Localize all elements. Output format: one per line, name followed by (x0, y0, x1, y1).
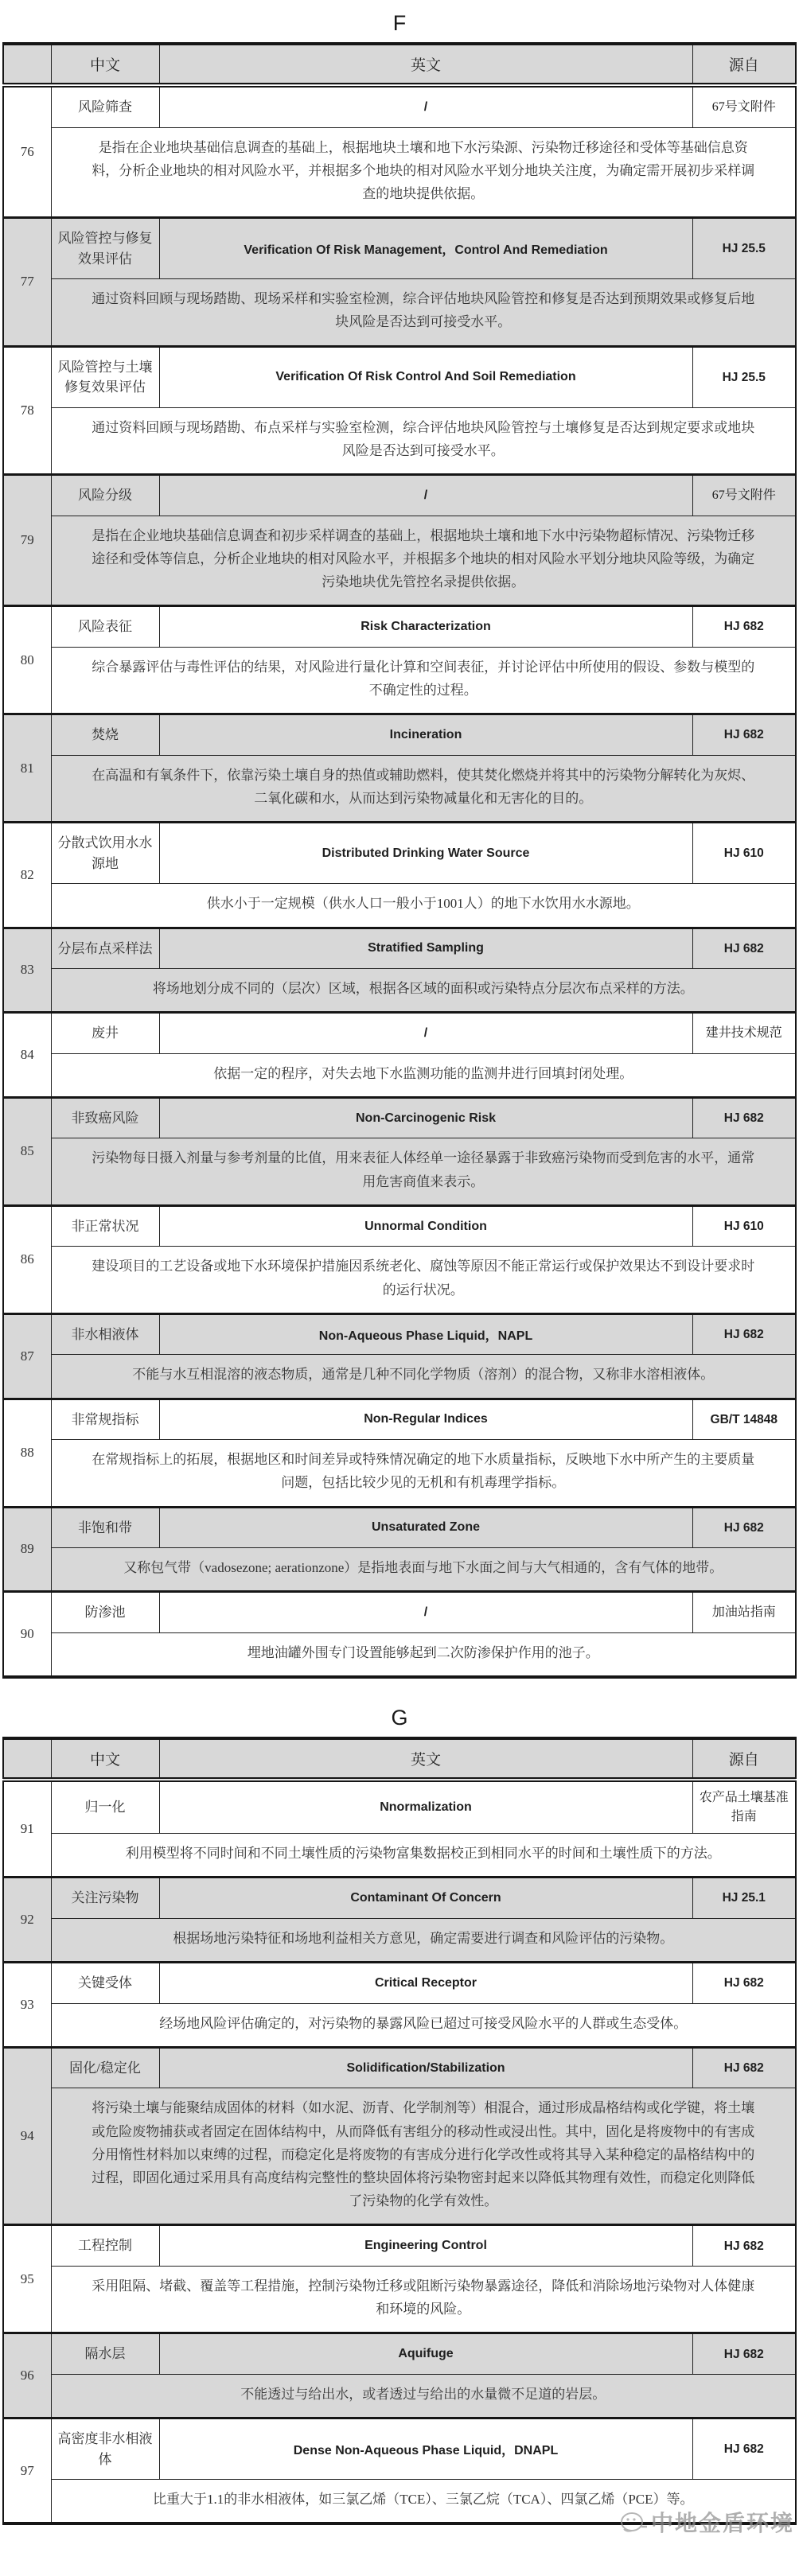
definition-row (3, 1355, 796, 1399)
term-english: Non-Regular Indices (159, 1399, 692, 1440)
glossary-entry-82 (3, 823, 796, 928)
entry-number: 92 (3, 1878, 51, 1963)
definition-row (3, 1918, 796, 1962)
term-source: HJ 682 (692, 714, 796, 756)
glossary-entry-93 (3, 1963, 796, 2048)
term-definition: 将场地划分成不同的（层次）区域，根据各区域的面积或污染特点分层次布点采样的方法。 (152, 981, 694, 997)
entry-number: 88 (3, 1399, 51, 1507)
table-header (3, 44, 796, 85)
definition-row (3, 647, 796, 714)
term-source (692, 1013, 796, 1054)
definition-row (3, 2480, 796, 2524)
definition-row (3, 1138, 796, 1205)
column-header-en: 英文 (159, 44, 692, 85)
term-chinese: 风险分级 (51, 475, 159, 516)
entry-number: 86 (3, 1205, 51, 1313)
term-english: Nnormalization (159, 1780, 692, 1834)
entry-number: 78 (3, 346, 51, 474)
term-row (3, 2418, 796, 2480)
column-header-number (3, 1738, 51, 1780)
definition-row (3, 1834, 796, 1878)
term-source: HJ 682 (692, 1507, 796, 1548)
entry-number: 85 (3, 1097, 51, 1205)
glossary-entry-97 (3, 2418, 796, 2524)
term-english: Contaminant Of Concern (159, 1878, 692, 1919)
entry-number: 81 (3, 714, 51, 823)
entry-number: 90 (3, 1592, 51, 1677)
term-source: HJ 682 (692, 1963, 796, 2004)
term-english: Engineering Control (159, 2225, 692, 2267)
definition-row (3, 407, 796, 474)
entry-number: 97 (3, 2418, 51, 2524)
term-source: HJ 682 (692, 2047, 796, 2088)
term-chinese: 非正常状况 (51, 1205, 159, 1247)
glossary-table-g (2, 1737, 797, 2525)
term-source: HJ 25.5 (692, 218, 796, 279)
glossary-entry-88 (3, 1399, 796, 1507)
term-definition: 在常规指标上的拓展，根据地区和时间差异或特殊情况确定的地下水质量指标，反映地下水中所产生的主要质量问题，包括比较少见的无机和有机毒理学指标。 (92, 1452, 755, 1491)
term-chinese: 关键受体 (51, 1963, 159, 2004)
term-chinese: 风险管控与土壤修复效果评估 (51, 346, 159, 407)
table-section-g (0, 1706, 799, 2537)
glossary-entry-91 (3, 1780, 796, 1878)
term-chinese: 固化/稳定化 (51, 2047, 159, 2088)
table-section-f (0, 11, 799, 1679)
term-english: Incineration (159, 714, 692, 756)
glossary-entry-83 (3, 928, 796, 1013)
term-source (692, 475, 796, 516)
entry-number: 96 (3, 2333, 51, 2418)
term-definition: 污染物每日摄入剂量与参考剂量的比值，用来表征人体经单一途径暴露于非致癌污染物而受到危害的水平，通常用危害商值来表示。 (92, 1150, 755, 1189)
entry-number: 87 (3, 1313, 51, 1399)
glossary-entry-90 (3, 1592, 796, 1677)
term-chinese: 隔水层 (51, 2333, 159, 2375)
term-source: HJ 610 (692, 1205, 796, 1247)
term-source: HJ 682 (692, 2225, 796, 2267)
term-row (3, 1592, 796, 1633)
term-definition: 通过资料回顾与现场踏勘、现场采样和实验室检测，综合评估地块风险管控和修复是否达到预期效果或修复后地块风险是否达到可接受水平。 (92, 291, 755, 330)
term-definition: 在高温和有氧条件下，依靠污染土壤自身的热值或辅助燃料，使其焚化燃烧并将其中的污染物分解转化为灰烬、二氧化碳和水，从而达到污染物减量化和无害化的目的。 (92, 767, 755, 807)
term-chinese: 关注污染物 (51, 1878, 159, 1919)
term-english: Risk Characterization (159, 606, 692, 648)
definition-row (3, 279, 796, 346)
entry-number: 76 (3, 85, 51, 218)
definition-row (3, 1548, 796, 1592)
term-row (3, 1878, 796, 1919)
term-english: Distributed Drinking Water Source (159, 823, 692, 884)
term-row (3, 2047, 796, 2088)
definition-row (3, 2003, 796, 2047)
entry-number: 93 (3, 1963, 51, 2048)
term-definition: 埋地油罐外围专门设置能够起到二次防渗保护作用的池子。 (247, 1644, 599, 1660)
entry-number: 82 (3, 823, 51, 928)
column-header-src: 源自 (692, 1738, 796, 1780)
entry-number: 95 (3, 2225, 51, 2333)
term-english: / (159, 1592, 692, 1633)
glossary-entry-89 (3, 1507, 796, 1592)
definition-row (3, 884, 796, 928)
term-row (3, 475, 796, 516)
entry-number: 89 (3, 1507, 51, 1592)
term-row (3, 1399, 796, 1440)
glossary-entry-77 (3, 218, 796, 346)
term-source: HJ 682 (692, 1097, 796, 1138)
column-header-zh: 中文 (51, 1738, 159, 1780)
definition-row (3, 969, 796, 1013)
term-chinese: 焚烧 (51, 714, 159, 756)
term-english: Verification Of Risk Management，Control And Remediation (159, 218, 692, 279)
glossary-table-f (2, 42, 797, 1679)
term-definition: 是指在企业地块基础信息调查的基础上，根据地块土壤和地下水污染源、污染物迁移途径和受体等基础信息资料，分析企业地块的相对风险水平，并根据多个地块的相对风险水平划分地块关注度，为确定需开展初步采样调查的地块提供依据。 (92, 139, 755, 201)
term-source (692, 85, 796, 127)
term-source-text: 建井技术规范 (705, 1026, 782, 1040)
term-source: HJ 610 (692, 823, 796, 884)
term-definition: 不能透过与给出水，或者透过与给出的水量微不足道的岩层。 (240, 2386, 606, 2402)
term-row (3, 218, 796, 279)
glossary-entry-92 (3, 1878, 796, 1963)
term-chinese: 风险表征 (51, 606, 159, 648)
term-source: HJ 682 (692, 1313, 796, 1355)
term-definition: 采用阻隔、堵截、覆盖等工程措施，控制污染物迁移或阻断污染物暴露途径，降低和消除场地污染物对人体健康和环境的风险。 (92, 2278, 755, 2317)
watermark-text: 中地金盾环境 (650, 2512, 794, 2537)
definition-row (3, 2266, 796, 2333)
term-chinese: 废井 (51, 1013, 159, 1054)
term-chinese: 高密度非水相液体 (51, 2418, 159, 2480)
term-definition: 将污染土壤与能聚结成固体的材料（如水泥、沥青、化学制剂等）相混合，通过形成晶格结构或化学键，将土壤或危险废物捕获或者固定在固体结构中，从而降低有害组分的移动性或浸出性。其中，固化是将废物中的有害成分用惰性材料加以束缚的过程，而稳定化是将废物的有害成分进行化学改性或将其导入某种稳定的晶格结构中的过程，即固化通过采用具有高度结构完整性的整块固体将污染物密封起来以降低其物理有效性，而稳定化则降低了污染物的化学有效性。 (92, 2100, 755, 2209)
term-chinese: 非水相液体 (51, 1313, 159, 1355)
entry-number: 84 (3, 1013, 51, 1098)
definition-row (3, 516, 796, 606)
term-english: Aquifuge (159, 2333, 692, 2375)
term-row (3, 2333, 796, 2375)
glossary-entry-96 (3, 2333, 796, 2418)
column-header-en: 英文 (159, 1738, 692, 1780)
term-chinese: 分层布点采样法 (51, 928, 159, 969)
term-definition: 综合暴露评估与毒性评估的结果，对风险进行量化计算和空间表征，并讨论评估中所使用的假设、参数与模型的不确定性的过程。 (92, 659, 755, 698)
term-english: / (159, 475, 692, 516)
term-english: / (159, 85, 692, 127)
term-chinese: 分散式饮用水水源地 (51, 823, 159, 884)
term-source (692, 1592, 796, 1633)
entry-number: 79 (3, 475, 51, 606)
term-english: Non-Aqueous Phase Liquid，NAPL (159, 1313, 692, 1355)
glossary-entry-80 (3, 606, 796, 714)
definition-row (3, 755, 796, 822)
term-english: Verification Of Risk Control And Soil Remediation (159, 346, 692, 407)
term-row (3, 346, 796, 407)
term-chinese: 非常规指标 (51, 1399, 159, 1440)
term-english: Stratified Sampling (159, 928, 692, 969)
term-definition: 比重大于1.1的非水相液体，如三氯乙烯（TCE）、三氯乙烷（TCA）、四氯乙烯（PCE）等。 (152, 2492, 694, 2508)
term-english: Solidification/Stabilization (159, 2047, 692, 2088)
term-definition: 供水小于一定规模（供水人口一般小于1001人）的地下水饮用水水源地。 (206, 896, 640, 912)
term-english: Critical Receptor (159, 1963, 692, 2004)
term-row (3, 1313, 796, 1355)
definition-row (3, 2088, 796, 2225)
term-source: HJ 682 (692, 2418, 796, 2480)
term-chinese: 非饱和带 (51, 1507, 159, 1548)
term-row (3, 85, 796, 127)
term-definition: 经场地风险评估确定的，对污染物的暴露风险已超过可接受风险水平的人群或生态受体。 (159, 2015, 688, 2031)
term-row (3, 714, 796, 756)
term-definition: 利用模型将不同时间和不同土壤性质的污染物富集数据校正到相同水平的时间和土壤性质下的方法。 (125, 1846, 721, 1862)
entry-number: 77 (3, 218, 51, 346)
term-definition: 建设项目的工艺设备或地下水环境保护措施因系统老化、腐蚀等原因不能正常运行或保护效果达不到设计要求时的运行状况。 (92, 1259, 755, 1298)
column-header-src: 源自 (692, 44, 796, 85)
term-english: Dense Non-Aqueous Phase Liquid，DNAPL (159, 2418, 692, 2480)
glossary-entry-86 (3, 1205, 796, 1313)
entry-number: 94 (3, 2047, 51, 2225)
term-source: HJ 25.5 (692, 346, 796, 407)
term-english: Unsaturated Zone (159, 1507, 692, 1548)
glossary-entry-76 (3, 85, 796, 218)
tables-container (0, 11, 799, 2537)
glossary-entry-79 (3, 475, 796, 606)
table-title: G (391, 1706, 408, 1730)
glossary-entry-78 (3, 346, 796, 474)
term-english: Unnormal Condition (159, 1205, 692, 1247)
term-source (692, 1780, 796, 1834)
term-chinese: 非致癌风险 (51, 1097, 159, 1138)
definition-row (3, 1440, 796, 1507)
table-header (3, 1738, 796, 1780)
term-row (3, 1963, 796, 2004)
term-source-text: 加油站指南 (711, 1605, 776, 1620)
term-chinese: 风险筛查 (51, 85, 159, 127)
term-source: GB/T 14848 (692, 1399, 796, 1440)
term-row (3, 928, 796, 969)
term-definition: 通过资料回顾与现场踏勘、布点采样与实验室检测，综合评估地块风险管控与土壤修复是否达到规定要求或地块风险是否达到可接受水平。 (92, 419, 755, 458)
term-row (3, 1013, 796, 1054)
term-source: HJ 682 (692, 606, 796, 648)
glossary-entry-84 (3, 1013, 796, 1098)
term-english: / (159, 1013, 692, 1054)
term-row (3, 1780, 796, 1834)
term-source-text: 67号文附件 (711, 99, 776, 114)
table-title: F (392, 11, 407, 35)
term-source: HJ 682 (692, 2333, 796, 2375)
term-chinese: 防渗池 (51, 1592, 159, 1633)
entry-number: 80 (3, 606, 51, 714)
term-source-text: 农产品土壤基准指南 (699, 1791, 789, 1824)
term-definition: 是指在企业地块基础信息调查和初步采样调查的基础上，根据地块土壤和地下水中污染物超标情况、污染物迁移途径和受体等信息，分析企业地块的相对风险水平，并根据多个地块的相对风险水平划分地块风险等级，为确定污染地块优先管控名录提供依据。 (92, 527, 755, 590)
glossary-entry-81 (3, 714, 796, 823)
term-definition: 不能与水互相混溶的液态物质，通常是几种不同化学物质（溶剂）的混合物，又称非水溶相液体。 (132, 1367, 715, 1383)
term-row (3, 1097, 796, 1138)
term-source: HJ 682 (692, 928, 796, 969)
term-definition: 又称包气带（vadosezone; aerationzone）是指地表面与地下水面之间与大气相通的，含有气体的地带。 (123, 1560, 723, 1576)
definition-row (3, 2374, 796, 2418)
term-chinese: 归一化 (51, 1780, 159, 1834)
column-header-zh: 中文 (51, 44, 159, 85)
term-chinese: 工程控制 (51, 2225, 159, 2267)
entry-number: 83 (3, 928, 51, 1013)
definition-row (3, 1247, 796, 1313)
term-source: HJ 25.1 (692, 1878, 796, 1919)
term-row (3, 1507, 796, 1548)
term-source-text: 67号文附件 (711, 488, 776, 502)
definition-row (3, 1053, 796, 1097)
term-chinese: 风险管控与修复效果评估 (51, 218, 159, 279)
glossary-entry-85 (3, 1097, 796, 1205)
term-english: Non-Carcinogenic Risk (159, 1097, 692, 1138)
term-definition: 根据场地污染特征和场地利益相关方意见，确定需要进行调查和风险评估的污染物。 (173, 1930, 674, 1946)
glossary-entry-95 (3, 2225, 796, 2333)
definition-row (3, 1632, 796, 1677)
glossary-entry-94 (3, 2047, 796, 2225)
column-header-number (3, 44, 51, 85)
definition-row (3, 127, 796, 218)
entry-number: 91 (3, 1780, 51, 1878)
term-row (3, 823, 796, 884)
term-row (3, 606, 796, 648)
glossary-entry-87 (3, 1313, 796, 1399)
term-row (3, 2225, 796, 2267)
term-row (3, 1205, 796, 1247)
term-definition: 依据一定的程序，对失去地下水监测功能的监测井进行回填封闭处理。 (213, 1065, 633, 1081)
